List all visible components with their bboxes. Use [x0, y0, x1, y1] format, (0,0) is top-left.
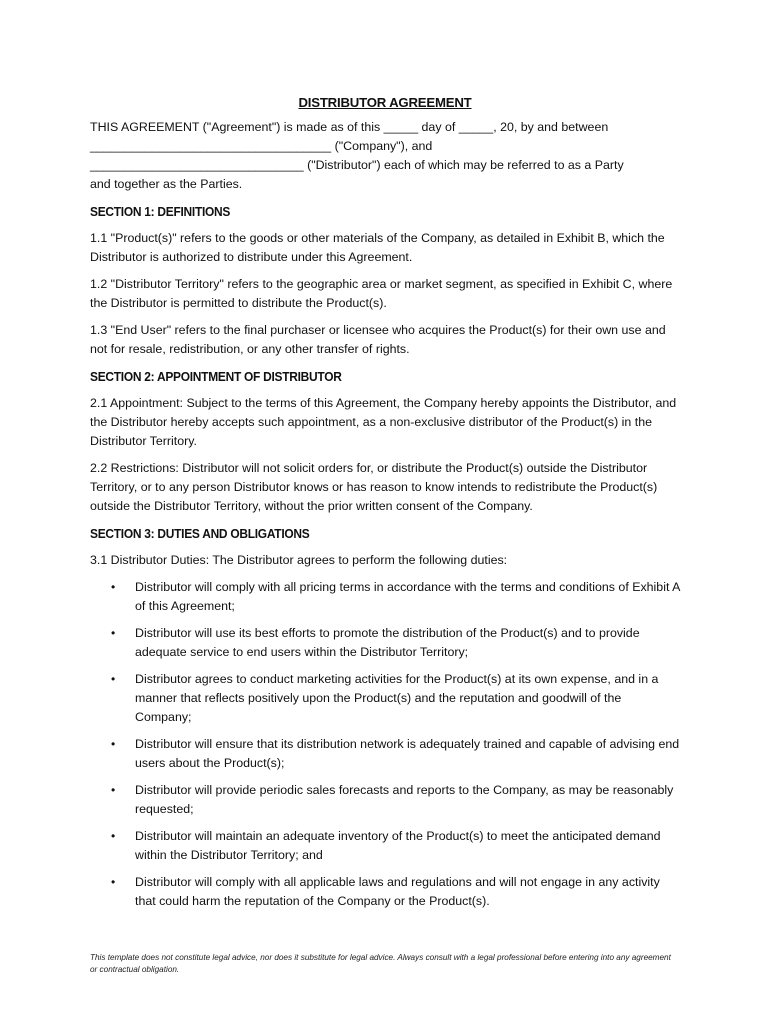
bullet-icon: • [111, 875, 116, 889]
clause-1-3: 1.3 "End User" refers to the final purchaser or licensee who acquires the Product(s) for their own use and not for resale, redistribution, or any other transfer of rights. [90, 323, 666, 356]
duty-text: Distributor will maintain an adequate inventory of the Product(s) to meet the anticipated demand within the Distributor Territory; and [135, 829, 661, 862]
list-item [90, 827, 680, 865]
intro-line-2: ___________________________________ ("Company"), and [90, 139, 433, 153]
clause-3-1: 3.1 Distributor Duties: The Distributor agrees to perform the following duties: [90, 553, 508, 567]
section-3-heading: SECTION 3: DUTIES AND OBLIGATIONS [90, 526, 310, 541]
duty-text: Distributor will provide periodic sales forecasts and reports to the Company, as may be reasonably requested; [135, 783, 674, 816]
intro-line-3: _______________________________ ("Distributor") each of which may be referred to as a Party [90, 158, 624, 172]
list-item [90, 670, 680, 727]
bullet-icon: • [111, 580, 116, 594]
intro-line-1: THIS AGREEMENT ("Agreement") is made as of this _____ day of _____, 20, by and between [90, 120, 609, 134]
bullet-icon: • [111, 829, 116, 843]
document-title: DISTRIBUTOR AGREEMENT [298, 95, 472, 110]
clause-2-1: 2.1 Appointment: Subject to the terms of this Agreement, the Company hereby appoints the Distributor, and the Distributor hereby accepts such appointment, as a non-exclusive distributor of the Product(s) in the Distributor Territory. [90, 396, 677, 448]
bullet-icon: • [111, 672, 116, 686]
intro-paragraph [90, 118, 680, 194]
section-2-heading: SECTION 2: APPOINTMENT OF DISTRIBUTOR [90, 369, 342, 384]
duty-text: Distributor agrees to conduct marketing activities for the Product(s) at its own expense, and in a manner that reflects positively upon the Product(s) and the reputation and goodwill of the Company; [135, 672, 659, 724]
bullet-icon: • [111, 626, 116, 640]
list-item [90, 578, 680, 616]
clause-2-2: 2.2 Restrictions: Distributor will not solicit orders for, or distribute the Product(s) outside the Distributor Territory, or to any person Distributor knows or has reason to know intends to redistribute the Product(s) outside the Distributor Territory, without the prior written consent of the Company. [90, 461, 658, 513]
duty-text: Distributor will ensure that its distribution network is adequately trained and capable of advising end users about the Product(s); [135, 737, 680, 770]
list-item [90, 781, 680, 819]
duty-text: Distributor will comply with all applicable laws and regulations and will not engage in any activity that could harm the reputation of the Company or the Product(s). [135, 875, 660, 908]
duty-text: Distributor will use its best efforts to promote the distribution of the Product(s) and to provide adequate service to end users within the Distributor Territory; [135, 626, 640, 659]
document-page [90, 90, 680, 919]
clause-1-2: 1.2 "Distributor Territory" refers to the geographic area or market segment, as specified in Exhibit C, where the Distributor is permitted to distribute the Product(s). [90, 277, 673, 310]
list-item [90, 735, 680, 773]
duties-list [90, 578, 680, 911]
list-item [90, 873, 680, 911]
list-item [90, 624, 680, 662]
section-1-heading: SECTION 1: DEFINITIONS [90, 204, 231, 219]
clause-1-1: 1.1 "Product(s)" refers to the goods or other materials of the Company, as detailed in Exhibit B, which the Distributor is authorized to distribute under this Agreement. [90, 231, 665, 264]
legal-disclaimer-footer: This template does not constitute legal advice, nor does it substitute for legal advice. Always consult with a legal professional before entering into any agreement or contractual obligation. [90, 953, 671, 974]
bullet-icon: • [111, 737, 116, 751]
duty-text: Distributor will comply with all pricing terms in accordance with the terms and conditions of Exhibit A of this Agreement; [135, 580, 680, 613]
intro-line-4: and together as the Parties. [90, 177, 243, 191]
bullet-icon: • [111, 783, 116, 797]
